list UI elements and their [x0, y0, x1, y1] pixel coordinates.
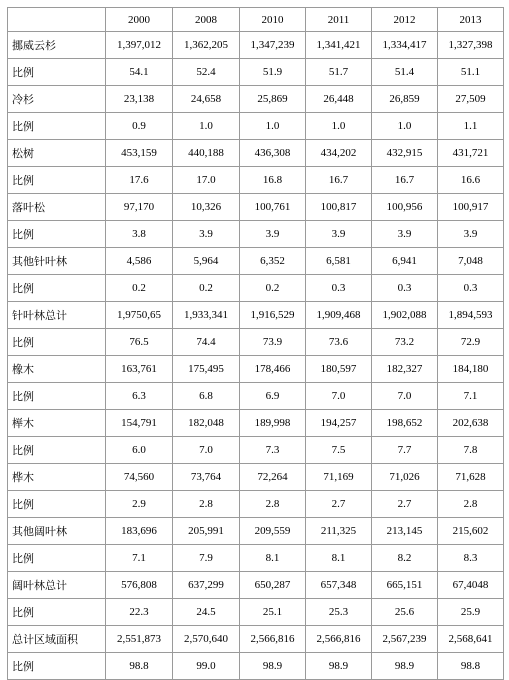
ratio-cell: 25.9 [438, 599, 504, 626]
ratio-cell: 7.1 [106, 545, 173, 572]
ratio-label: 比例 [8, 113, 106, 140]
species-label: 松树 [8, 140, 106, 167]
ratio-label: 比例 [8, 653, 106, 680]
ratio-cell: 16.6 [438, 167, 504, 194]
ratio-cell: 22.3 [106, 599, 173, 626]
area-cell: 211,325 [306, 518, 372, 545]
ratio-cell: 8.1 [306, 545, 372, 572]
area-cell: 1,916,529 [240, 302, 306, 329]
header-cell-year: 2000 [106, 8, 173, 32]
ratio-cell: 73.9 [240, 329, 306, 356]
species-label: 冷杉 [8, 86, 106, 113]
ratio-row [8, 545, 504, 572]
ratio-cell: 51.7 [306, 59, 372, 86]
species-label: 其他针叶林 [8, 248, 106, 275]
ratio-cell: 51.4 [372, 59, 438, 86]
ratio-label: 比例 [8, 221, 106, 248]
ratio-cell: 72.9 [438, 329, 504, 356]
area-cell: 163,761 [106, 356, 173, 383]
table-header [8, 8, 504, 32]
area-cell: 440,188 [173, 140, 240, 167]
ratio-row [8, 653, 504, 680]
area-cell: 100,956 [372, 194, 438, 221]
ratio-cell: 2.7 [372, 491, 438, 518]
ratio-cell: 6.3 [106, 383, 173, 410]
area-cell: 1,933,341 [173, 302, 240, 329]
area-cell: 576,808 [106, 572, 173, 599]
species-label: 针叶林总计 [8, 302, 106, 329]
header-row [8, 8, 504, 32]
area-cell: 637,299 [173, 572, 240, 599]
ratio-cell: 6.9 [240, 383, 306, 410]
area-cell: 72,264 [240, 464, 306, 491]
species-label: 桦木 [8, 464, 106, 491]
area-cell: 2,551,873 [106, 626, 173, 653]
ratio-cell: 54.1 [106, 59, 173, 86]
ratio-cell: 2.9 [106, 491, 173, 518]
area-cell: 209,559 [240, 518, 306, 545]
ratio-cell: 3.8 [106, 221, 173, 248]
ratio-cell: 25.3 [306, 599, 372, 626]
species-row [8, 302, 504, 329]
ratio-cell: 98.8 [106, 653, 173, 680]
ratio-cell: 7.0 [372, 383, 438, 410]
area-cell: 154,791 [106, 410, 173, 437]
ratio-cell: 7.8 [438, 437, 504, 464]
table-body [8, 32, 504, 680]
ratio-label: 比例 [8, 167, 106, 194]
area-cell: 215,602 [438, 518, 504, 545]
area-cell: 26,448 [306, 86, 372, 113]
ratio-cell: 3.9 [372, 221, 438, 248]
ratio-cell: 8.3 [438, 545, 504, 572]
area-cell: 1,334,417 [372, 32, 438, 59]
ratio-label: 比例 [8, 59, 106, 86]
ratio-row [8, 437, 504, 464]
species-label: 挪威云杉 [8, 32, 106, 59]
ratio-cell: 16.7 [306, 167, 372, 194]
area-cell: 1,894,593 [438, 302, 504, 329]
ratio-row [8, 113, 504, 140]
ratio-label: 比例 [8, 545, 106, 572]
header-cell-year: 2012 [372, 8, 438, 32]
ratio-label: 比例 [8, 437, 106, 464]
ratio-cell: 0.9 [106, 113, 173, 140]
header-cell-year: 2011 [306, 8, 372, 32]
ratio-row [8, 329, 504, 356]
ratio-cell: 99.0 [173, 653, 240, 680]
area-cell: 198,652 [372, 410, 438, 437]
ratio-cell: 0.3 [438, 275, 504, 302]
area-cell: 71,169 [306, 464, 372, 491]
area-cell: 27,509 [438, 86, 504, 113]
species-row [8, 356, 504, 383]
area-cell: 4,586 [106, 248, 173, 275]
ratio-cell: 25.1 [240, 599, 306, 626]
ratio-cell: 76.5 [106, 329, 173, 356]
ratio-cell: 2.8 [173, 491, 240, 518]
ratio-cell: 3.9 [173, 221, 240, 248]
area-cell: 97,170 [106, 194, 173, 221]
area-cell: 432,915 [372, 140, 438, 167]
area-cell: 6,352 [240, 248, 306, 275]
ratio-cell: 17.6 [106, 167, 173, 194]
header-cell-year: 2008 [173, 8, 240, 32]
area-cell: 436,308 [240, 140, 306, 167]
area-cell: 189,998 [240, 410, 306, 437]
header-cell-year: 2013 [438, 8, 504, 32]
ratio-cell: 7.3 [240, 437, 306, 464]
ratio-cell: 2.8 [438, 491, 504, 518]
forest-area-table [7, 7, 504, 680]
area-cell: 1,397,012 [106, 32, 173, 59]
area-cell: 431,721 [438, 140, 504, 167]
area-cell: 2,566,816 [240, 626, 306, 653]
area-cell: 26,859 [372, 86, 438, 113]
ratio-cell: 1.0 [240, 113, 306, 140]
ratio-cell: 24.5 [173, 599, 240, 626]
area-cell: 184,180 [438, 356, 504, 383]
header-cell-year: 2010 [240, 8, 306, 32]
area-cell: 665,151 [372, 572, 438, 599]
area-cell: 213,145 [372, 518, 438, 545]
ratio-label: 比例 [8, 599, 106, 626]
area-cell: 1,909,468 [306, 302, 372, 329]
ratio-cell: 52.4 [173, 59, 240, 86]
species-row [8, 140, 504, 167]
area-cell: 6,581 [306, 248, 372, 275]
ratio-cell: 16.8 [240, 167, 306, 194]
ratio-cell: 0.3 [372, 275, 438, 302]
ratio-label: 比例 [8, 275, 106, 302]
ratio-cell: 7.7 [372, 437, 438, 464]
species-row [8, 518, 504, 545]
ratio-cell: 98.9 [306, 653, 372, 680]
area-cell: 1,347,239 [240, 32, 306, 59]
area-cell: 182,327 [372, 356, 438, 383]
ratio-label: 比例 [8, 491, 106, 518]
ratio-row [8, 491, 504, 518]
area-cell: 100,817 [306, 194, 372, 221]
area-cell: 1,362,205 [173, 32, 240, 59]
ratio-cell: 7.1 [438, 383, 504, 410]
species-row [8, 572, 504, 599]
ratio-cell: 51.9 [240, 59, 306, 86]
area-cell: 2,570,640 [173, 626, 240, 653]
area-cell: 6,941 [372, 248, 438, 275]
area-cell: 657,348 [306, 572, 372, 599]
species-row [8, 32, 504, 59]
ratio-row [8, 599, 504, 626]
ratio-cell: 98.9 [372, 653, 438, 680]
area-cell: 7,048 [438, 248, 504, 275]
ratio-row [8, 383, 504, 410]
area-cell: 67,4048 [438, 572, 504, 599]
ratio-row [8, 275, 504, 302]
area-cell: 194,257 [306, 410, 372, 437]
ratio-cell: 1.1 [438, 113, 504, 140]
area-cell: 175,495 [173, 356, 240, 383]
species-label: 落叶松 [8, 194, 106, 221]
species-row [8, 86, 504, 113]
area-cell: 180,597 [306, 356, 372, 383]
area-cell: 183,696 [106, 518, 173, 545]
ratio-cell: 73.6 [306, 329, 372, 356]
ratio-cell: 6.0 [106, 437, 173, 464]
ratio-cell: 2.8 [240, 491, 306, 518]
area-cell: 10,326 [173, 194, 240, 221]
species-label: 其他阔叶林 [8, 518, 106, 545]
area-cell: 2,568,641 [438, 626, 504, 653]
ratio-label: 比例 [8, 329, 106, 356]
area-cell: 178,466 [240, 356, 306, 383]
area-cell: 650,287 [240, 572, 306, 599]
ratio-cell: 7.0 [173, 437, 240, 464]
ratio-row [8, 221, 504, 248]
area-cell: 1,327,398 [438, 32, 504, 59]
ratio-cell: 1.0 [372, 113, 438, 140]
ratio-cell: 73.2 [372, 329, 438, 356]
ratio-cell: 2.7 [306, 491, 372, 518]
area-cell: 25,869 [240, 86, 306, 113]
area-cell: 2,566,816 [306, 626, 372, 653]
ratio-row [8, 59, 504, 86]
area-cell: 5,964 [173, 248, 240, 275]
species-row [8, 194, 504, 221]
ratio-cell: 17.0 [173, 167, 240, 194]
ratio-cell: 0.2 [173, 275, 240, 302]
ratio-cell: 6.8 [173, 383, 240, 410]
area-cell: 100,761 [240, 194, 306, 221]
ratio-cell: 25.6 [372, 599, 438, 626]
area-cell: 202,638 [438, 410, 504, 437]
ratio-cell: 3.9 [240, 221, 306, 248]
ratio-label: 比例 [8, 383, 106, 410]
area-cell: 1,341,421 [306, 32, 372, 59]
species-label: 总计区域面积 [8, 626, 106, 653]
area-cell: 182,048 [173, 410, 240, 437]
table-container [7, 7, 504, 680]
species-row [8, 626, 504, 653]
ratio-row [8, 167, 504, 194]
ratio-cell: 74.4 [173, 329, 240, 356]
area-cell: 1,9750,65 [106, 302, 173, 329]
species-row [8, 410, 504, 437]
ratio-cell: 0.2 [106, 275, 173, 302]
area-cell: 1,902,088 [372, 302, 438, 329]
species-row [8, 464, 504, 491]
ratio-cell: 0.2 [240, 275, 306, 302]
header-cell-corner [8, 8, 106, 32]
ratio-cell: 51.1 [438, 59, 504, 86]
species-label: 橡木 [8, 356, 106, 383]
area-cell: 24,658 [173, 86, 240, 113]
species-row [8, 248, 504, 275]
ratio-cell: 0.3 [306, 275, 372, 302]
area-cell: 23,138 [106, 86, 173, 113]
ratio-cell: 8.2 [372, 545, 438, 572]
ratio-cell: 7.0 [306, 383, 372, 410]
area-cell: 74,560 [106, 464, 173, 491]
area-cell: 453,159 [106, 140, 173, 167]
area-cell: 205,991 [173, 518, 240, 545]
species-label: 榉木 [8, 410, 106, 437]
ratio-cell: 98.9 [240, 653, 306, 680]
area-cell: 2,567,239 [372, 626, 438, 653]
ratio-cell: 3.9 [438, 221, 504, 248]
area-cell: 71,628 [438, 464, 504, 491]
species-label: 阔叶林总计 [8, 572, 106, 599]
ratio-cell: 3.9 [306, 221, 372, 248]
area-cell: 71,026 [372, 464, 438, 491]
ratio-cell: 98.8 [438, 653, 504, 680]
ratio-cell: 7.9 [173, 545, 240, 572]
ratio-cell: 7.5 [306, 437, 372, 464]
area-cell: 434,202 [306, 140, 372, 167]
ratio-cell: 16.7 [372, 167, 438, 194]
area-cell: 73,764 [173, 464, 240, 491]
ratio-cell: 8.1 [240, 545, 306, 572]
ratio-cell: 1.0 [173, 113, 240, 140]
area-cell: 100,917 [438, 194, 504, 221]
ratio-cell: 1.0 [306, 113, 372, 140]
